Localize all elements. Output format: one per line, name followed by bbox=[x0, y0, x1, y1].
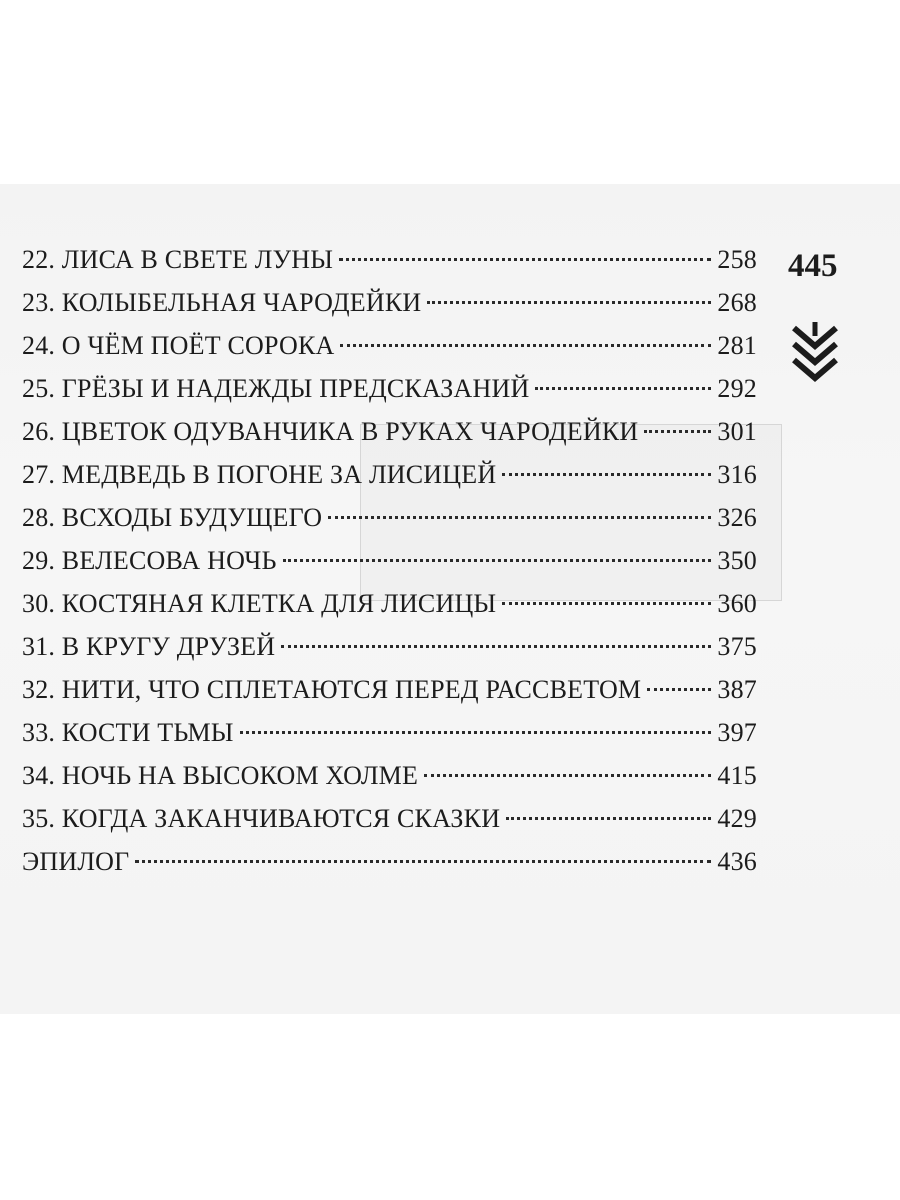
table-of-contents bbox=[22, 238, 757, 883]
dot-leader bbox=[506, 817, 711, 820]
toc-entry-page: 360 bbox=[717, 589, 757, 618]
toc-entry bbox=[22, 797, 757, 840]
toc-entry-page: 301 bbox=[717, 417, 757, 446]
toc-entry-page: 387 bbox=[717, 675, 757, 704]
toc-entry bbox=[22, 281, 757, 324]
toc-entry bbox=[22, 324, 757, 367]
dot-leader bbox=[328, 516, 711, 519]
dot-leader bbox=[281, 645, 711, 648]
dot-leader bbox=[535, 387, 711, 390]
toc-entry bbox=[22, 367, 757, 410]
toc-entry-page: 375 bbox=[717, 632, 757, 661]
toc-entry-title: 25. ГРЁЗЫ И НАДЕЖДЫ ПРЕДСКАЗАНИЙ bbox=[22, 374, 530, 403]
toc-entry-page: 268 bbox=[717, 288, 757, 317]
dot-leader bbox=[424, 774, 711, 777]
toc-entry-page: 316 bbox=[717, 460, 757, 489]
toc-entry-page: 258 bbox=[717, 245, 757, 274]
toc-entry-title: 31. В КРУГУ ДРУЗЕЙ bbox=[22, 632, 276, 661]
toc-entry-title: 24. О ЧЁМ ПОЁТ СОРОКА bbox=[22, 331, 335, 360]
dot-leader bbox=[502, 473, 711, 476]
toc-entry-title: 26. ЦВЕТОК ОДУВАНЧИКА В РУКАХ ЧАРОДЕЙКИ bbox=[22, 417, 639, 446]
toc-entry bbox=[22, 711, 757, 754]
toc-entry-page: 397 bbox=[717, 718, 757, 747]
toc-entry-title: 34. НОЧЬ НА ВЫСОКОМ ХОЛМЕ bbox=[22, 761, 419, 790]
dot-leader bbox=[135, 860, 711, 863]
toc-entry-title: ЭПИЛОГ bbox=[22, 847, 130, 876]
toc-entry-page: 292 bbox=[717, 374, 757, 403]
dot-leader bbox=[240, 731, 712, 734]
toc-entry bbox=[22, 668, 757, 711]
toc-entry-page: 281 bbox=[717, 331, 757, 360]
toc-entry-page: 415 bbox=[717, 761, 757, 790]
dot-leader bbox=[340, 344, 711, 347]
toc-entry-title: 28. ВСХОДЫ БУДУЩЕГО bbox=[22, 503, 323, 532]
toc-entry bbox=[22, 625, 757, 668]
toc-entry-title: 22. ЛИСА В СВЕТЕ ЛУНЫ bbox=[22, 245, 334, 274]
toc-entry-title: 35. КОГДА ЗАКАНЧИВАЮТСЯ СКАЗКИ bbox=[22, 804, 501, 833]
toc-entry-title: 29. ВЕЛЕСОВА НОЧЬ bbox=[22, 546, 277, 575]
toc-entry bbox=[22, 539, 757, 582]
page-number: 445 bbox=[788, 248, 838, 284]
toc-entry-title: 23. КОЛЫБЕЛЬНАЯ ЧАРОДЕЙКИ bbox=[22, 288, 422, 317]
dot-leader bbox=[427, 301, 711, 304]
toc-entry-page: 429 bbox=[717, 804, 757, 833]
toc-entry bbox=[22, 754, 757, 797]
toc-entry-title: 27. МЕДВЕДЬ В ПОГОНЕ ЗА ЛИСИЦЕЙ bbox=[22, 460, 497, 489]
toc-entry-page: 350 bbox=[717, 546, 757, 575]
dot-leader bbox=[339, 258, 711, 261]
dot-leader bbox=[283, 559, 712, 562]
chevron-knot-ornament-icon bbox=[790, 322, 840, 384]
toc-entry bbox=[22, 840, 757, 883]
dot-leader bbox=[502, 602, 711, 605]
toc-entry bbox=[22, 496, 757, 539]
toc-entry-title: 33. КОСТИ ТЬМЫ bbox=[22, 718, 234, 747]
toc-entry bbox=[22, 453, 757, 496]
toc-entry-title: 32. НИТИ, ЧТО СПЛЕТАЮТСЯ ПЕРЕД РАССВЕТОМ bbox=[22, 675, 642, 704]
toc-entry-title: 30. КОСТЯНАЯ КЛЕТКА ДЛЯ ЛИСИЦЫ bbox=[22, 589, 497, 618]
toc-entry-page: 326 bbox=[717, 503, 757, 532]
toc-entry bbox=[22, 582, 757, 625]
dot-leader bbox=[647, 688, 711, 691]
toc-entry bbox=[22, 238, 757, 281]
toc-entry bbox=[22, 410, 757, 453]
dot-leader bbox=[644, 430, 711, 433]
toc-entry-page: 436 bbox=[717, 847, 757, 876]
